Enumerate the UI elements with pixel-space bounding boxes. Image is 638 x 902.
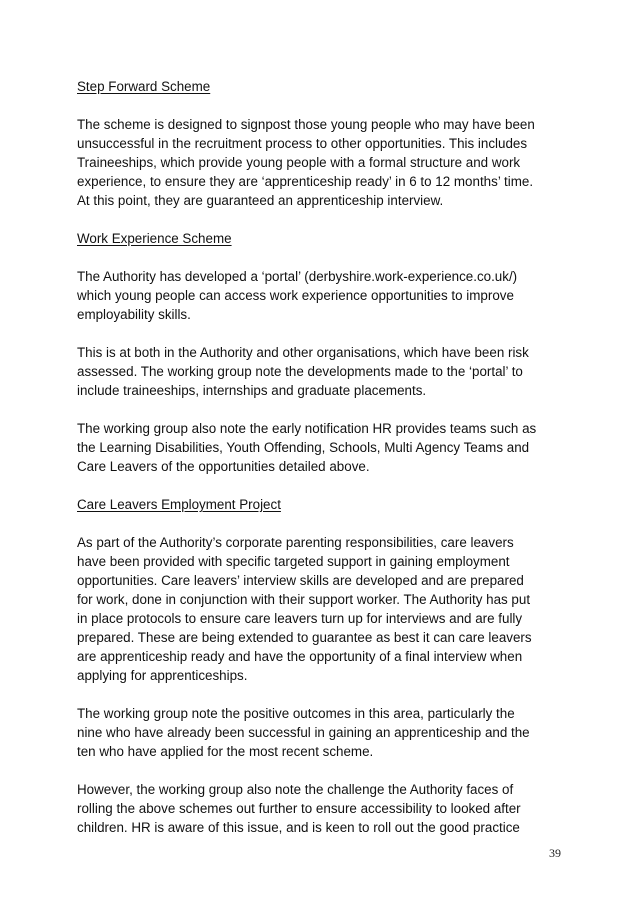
section-heading: Step Forward Scheme bbox=[77, 79, 211, 94]
paragraph-line: children. HR is aware of this issue, and is keen to roll out the good practice bbox=[77, 820, 520, 835]
paragraph-line: prepared. These are being extended to guarantee as best it can care leavers bbox=[77, 630, 532, 645]
paragraph-line: are apprenticeship ready and have the opportunity of a final interview when bbox=[77, 649, 523, 664]
paragraph bbox=[77, 780, 577, 837]
paragraph bbox=[77, 115, 577, 210]
paragraph-line: unsuccessful in the recruitment process to other opportunities. This includes bbox=[77, 136, 528, 151]
paragraph-line: The Authority has developed a ‘portal’ (derbyshire.work-experience.co.uk/) bbox=[77, 269, 518, 284]
page-number: 39 bbox=[549, 846, 561, 860]
section-heading: Care Leavers Employment Project bbox=[77, 497, 281, 512]
paragraph-line: assessed. The working group note the developments made to the ‘portal’ to bbox=[77, 364, 523, 379]
paragraph bbox=[77, 267, 577, 324]
paragraph-line: At this point, they are guaranteed an apprenticeship interview. bbox=[77, 193, 444, 208]
paragraph bbox=[77, 533, 577, 685]
paragraph-line: rolling the above schemes out further to ensure accessibility to looked after bbox=[77, 801, 521, 816]
paragraph bbox=[77, 704, 577, 761]
paragraph-line: employability skills. bbox=[77, 307, 191, 322]
paragraph-line: nine who have already been successful in gaining an apprenticeship and the bbox=[77, 725, 530, 740]
paragraph bbox=[77, 419, 577, 476]
paragraph-line: However, the working group also note the challenge the Authority faces of bbox=[77, 782, 514, 797]
paragraph-line: opportunities. Care leavers’ interview skills are developed and are prepared bbox=[77, 573, 524, 588]
paragraph-line: include traineeships, internships and graduate placements. bbox=[77, 383, 427, 398]
paragraph-line: ten who have applied for the most recent scheme. bbox=[77, 744, 374, 759]
paragraph-line: This is at both in the Authority and other organisations, which have been risk bbox=[77, 345, 529, 360]
paragraph-line: for work, done in conjunction with their support worker. The Authority has put bbox=[77, 592, 531, 607]
paragraph-line: Traineeships, which provide young people with a formal structure and work bbox=[77, 155, 521, 170]
paragraph-line: applying for apprenticeships. bbox=[77, 668, 248, 683]
paragraph-line: which young people can access work experience opportunities to improve bbox=[77, 288, 514, 303]
paragraph bbox=[77, 343, 577, 400]
paragraph-line: Care Leavers of the opportunities detailed above. bbox=[77, 459, 370, 474]
paragraph-line: The working group note the positive outcomes in this area, particularly the bbox=[77, 706, 515, 721]
document-body bbox=[77, 77, 577, 856]
paragraph-line: experience, to ensure they are ‘apprenticeship ready’ in 6 to 12 months’ time. bbox=[77, 174, 534, 189]
section-heading: Work Experience Scheme bbox=[77, 231, 232, 246]
paragraph-line: The working group also note the early notification HR provides teams such as bbox=[77, 421, 537, 436]
paragraph-line: have been provided with specific targeted support in gaining employment bbox=[77, 554, 510, 569]
paragraph-line: the Learning Disabilities, Youth Offending, Schools, Multi Agency Teams and bbox=[77, 440, 530, 455]
paragraph-line: As part of the Authority’s corporate parenting responsibilities, care leavers bbox=[77, 535, 514, 550]
paragraph-line: in place protocols to ensure care leavers turn up for interviews and are fully bbox=[77, 611, 523, 626]
paragraph-line: The scheme is designed to signpost those young people who may have been bbox=[77, 117, 535, 132]
